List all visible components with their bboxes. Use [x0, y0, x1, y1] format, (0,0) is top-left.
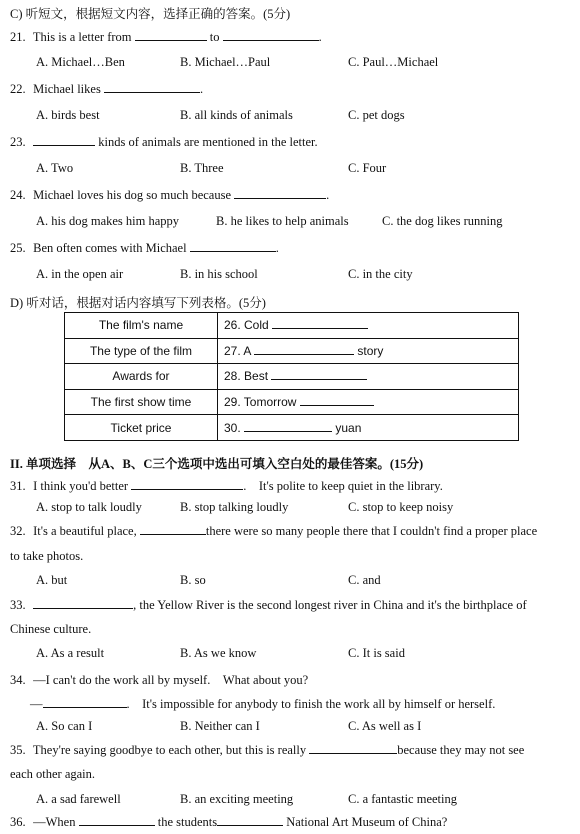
row-prefix: 29. Tomorrow: [224, 395, 297, 410]
answer-blank: [33, 598, 133, 609]
option-b: B. Michael…Paul: [180, 55, 271, 69]
answer-blank: [135, 30, 207, 41]
question-31: [10, 476, 443, 494]
question-text: I think you'd better: [33, 479, 129, 493]
question-number: 34.: [10, 673, 26, 687]
question-text: —: [30, 697, 43, 711]
table-row: [65, 364, 519, 390]
option-c: C. stop to keep noisy: [348, 500, 454, 514]
question-text: They're saying goodbye to each other, but this is really: [32, 743, 307, 757]
answer-blank: [190, 241, 276, 252]
question-text: to: [209, 30, 220, 44]
row-suffix: yuan: [335, 420, 362, 435]
question-25: [10, 241, 279, 256]
question-text: kinds of animals are mentioned in the letter.: [98, 135, 318, 149]
question-35: [10, 743, 524, 758]
question-32-cont: [10, 549, 83, 564]
row-prefix: 27. A: [224, 343, 251, 358]
question-22: [10, 82, 203, 97]
option-a: A. stop to talk loudly: [36, 500, 142, 514]
row-prefix: 26. Cold: [224, 318, 269, 333]
table-row: [65, 389, 519, 415]
option-b: B. Neither can I: [180, 719, 260, 733]
question-33: [10, 598, 527, 613]
answer-blank: [43, 697, 127, 708]
question-number: 31.: [10, 479, 26, 493]
question-number: 23.: [10, 135, 26, 149]
row-suffix: story: [357, 343, 384, 358]
answer-blank: [272, 318, 368, 329]
row-prefix: 28. Best: [224, 369, 269, 384]
section-title-text: C) 听短文，根据短文内容，选择正确的答案。(5分): [10, 7, 291, 21]
answer-blank: [234, 188, 326, 199]
table-row: [65, 415, 519, 441]
question-text: It's a beautiful place,: [33, 524, 137, 538]
film-info-table: [64, 312, 519, 441]
question-23: [10, 135, 318, 150]
question-32: [10, 524, 537, 539]
answer-blank: [217, 815, 283, 826]
answer-blank: [244, 421, 332, 432]
row-answer: [218, 313, 519, 339]
option-a: A. So can I: [36, 719, 93, 733]
section-title-text: II. 单项选择 从A、B、C三个选项中选出可填入空白处的最佳答案。(15分): [10, 457, 424, 471]
question-35-cont: [10, 767, 95, 782]
row-label: The first show time: [65, 389, 218, 415]
option-a: A. Two: [36, 161, 74, 175]
option-b: B. he likes to help animals: [216, 214, 349, 228]
row-answer: [218, 389, 519, 415]
option-c: C. Paul…Michael: [348, 55, 439, 69]
question-number: 35.: [10, 743, 26, 757]
question-text: National Art Museum of China?: [286, 815, 448, 829]
answer-blank: [140, 524, 206, 535]
option-b: B. an exciting meeting: [180, 792, 294, 806]
option-b: B. stop talking loudly: [180, 500, 289, 514]
option-a: A. a sad farewell: [36, 792, 121, 806]
row-label: Ticket price: [65, 415, 218, 441]
question-34: [10, 670, 308, 688]
option-c: C. in the city: [348, 267, 413, 281]
question-text: Michael likes: [33, 82, 101, 96]
option-b: B. As we know: [180, 646, 257, 660]
question-number: 24.: [10, 188, 26, 202]
option-b: B. in his school: [180, 267, 258, 281]
option-b: B. all kinds of animals: [180, 108, 293, 122]
question-text: each other again.: [10, 767, 96, 781]
answer-blank: [271, 369, 367, 380]
question-text: . It's impossible for anybody to finish the work all by himself or herself.: [126, 697, 496, 711]
option-b: B. Three: [180, 161, 224, 175]
row-answer: [218, 364, 519, 390]
answer-blank: [254, 344, 354, 355]
question-number: 25.: [10, 241, 26, 255]
question-number: 32.: [10, 524, 26, 538]
question-number: 36.: [10, 815, 26, 829]
option-c: C. a fantastic meeting: [348, 792, 457, 806]
question-text: .: [318, 30, 322, 44]
question-text: to take photos.: [10, 549, 84, 563]
row-answer: [218, 415, 519, 441]
question-33-cont: [10, 622, 91, 637]
row-label: The type of the film: [65, 338, 218, 364]
question-text: the students: [157, 815, 218, 829]
table-row: [65, 313, 519, 339]
question-text: Ben often comes with Michael: [33, 241, 187, 255]
question-text: .: [275, 241, 279, 255]
answer-blank: [223, 30, 319, 41]
question-text: —I can't do the work all by myself. What about you?: [33, 673, 309, 687]
answer-blank: [309, 743, 397, 754]
question-text: Michael loves his dog so much because: [33, 188, 231, 202]
section-c-title: [10, 4, 290, 22]
question-text: , the Yellow River is the second longest river in China and it's the birthplace of: [133, 598, 527, 612]
option-c: C. and: [348, 573, 381, 587]
option-c: C. It is said: [348, 646, 405, 660]
answer-blank: [104, 82, 200, 93]
question-24: [10, 188, 329, 203]
question-text: .: [326, 188, 330, 202]
question-number: 21.: [10, 30, 26, 44]
section-ii-title: [10, 454, 423, 472]
answer-blank: [131, 479, 243, 490]
question-text: . It's polite to keep quiet in the library.: [243, 479, 443, 493]
option-a: A. birds best: [36, 108, 100, 122]
row-label: Awards for: [65, 364, 218, 390]
option-c: C. pet dogs: [348, 108, 405, 122]
option-a: A. Michael…Ben: [36, 55, 125, 69]
option-c: C. As well as I: [348, 719, 422, 733]
option-b: B. so: [180, 573, 206, 587]
question-text: Chinese culture.: [10, 622, 92, 636]
option-a: A. As a result: [36, 646, 105, 660]
question-text: because they may not see: [397, 743, 525, 757]
question-21: [10, 30, 322, 45]
answer-blank: [300, 395, 374, 406]
question-text: —When: [33, 815, 76, 829]
question-text: there were so many people there that I couldn't find a proper place: [205, 524, 538, 538]
answer-blank: [79, 815, 155, 826]
question-text: This is a letter from: [32, 30, 132, 44]
question-number: 22.: [10, 82, 26, 96]
answer-blank: [33, 135, 95, 146]
question-36: [10, 815, 447, 830]
option-a: A. but: [36, 573, 68, 587]
question-34-cont: [30, 694, 495, 712]
section-title-text: D) 听对话，根据对话内容填写下列表格。(5分): [10, 296, 266, 310]
question-text: .: [199, 82, 204, 96]
option-a: A. in the open air: [36, 267, 124, 281]
option-a: A. his dog makes him happy: [36, 214, 180, 228]
row-answer: [218, 338, 519, 364]
option-c: C. the dog likes running: [382, 214, 503, 228]
row-prefix: 30.: [224, 420, 241, 435]
table-row: [65, 338, 519, 364]
question-number: 33.: [10, 598, 26, 612]
section-d-title: [10, 293, 266, 311]
row-label: The film's name: [65, 313, 218, 339]
option-c: C. Four: [348, 161, 387, 175]
